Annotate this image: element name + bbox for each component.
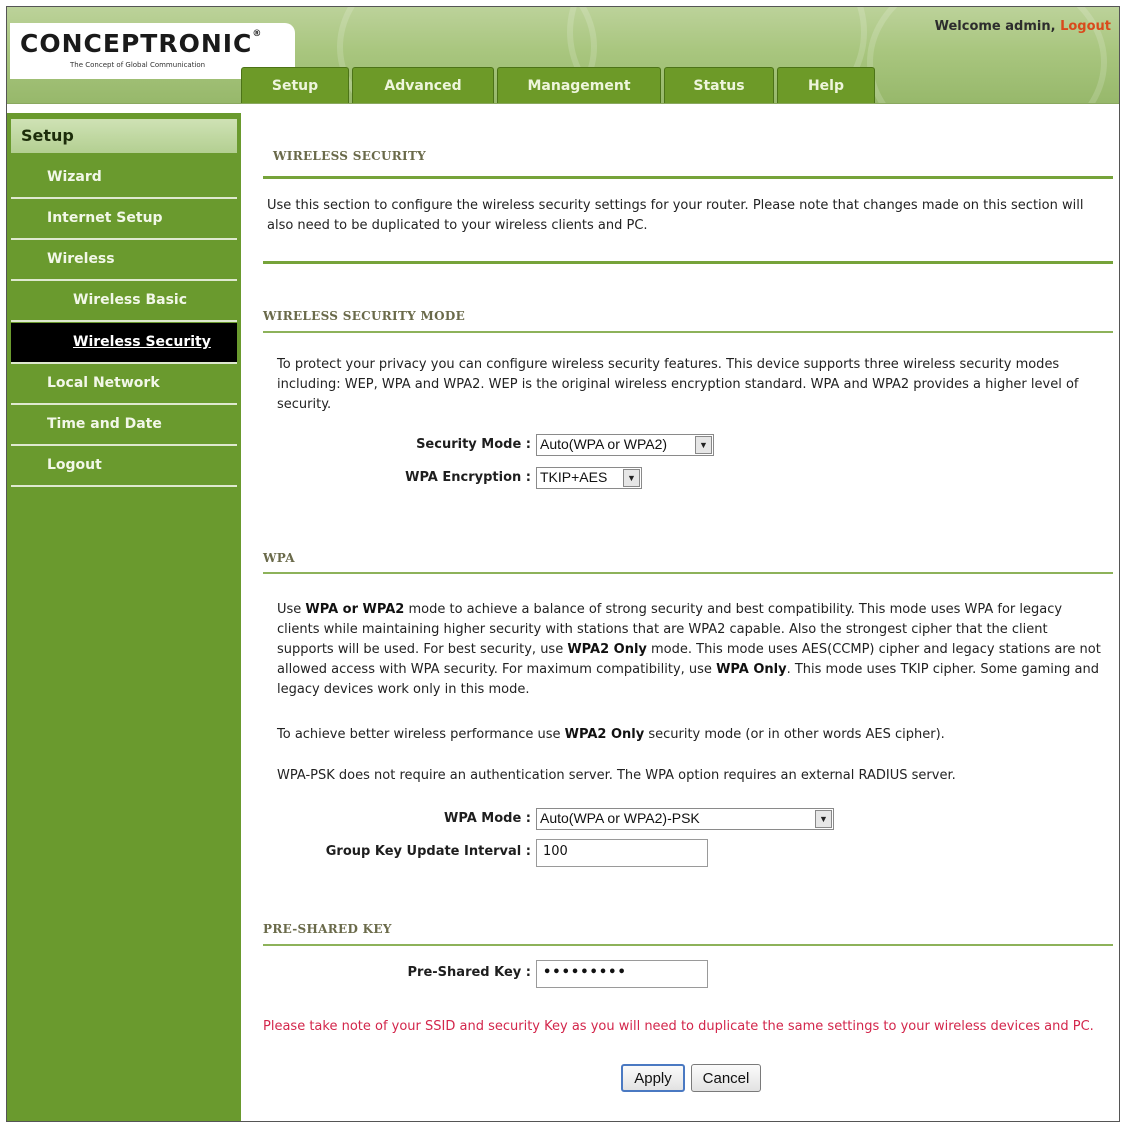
chevron-down-icon: ▼ xyxy=(623,469,640,487)
sidebar-item-wireless[interactable]: Wireless xyxy=(11,240,237,281)
section-title-wpa: WPA xyxy=(263,551,295,565)
wpa-encryption-select[interactable] xyxy=(536,467,642,489)
wpa-psk-text: WPA-PSK does not require an authentication server. The WPA option requires an external RADIUS server. xyxy=(277,768,956,783)
sidebar xyxy=(7,113,241,1122)
divider xyxy=(263,261,1113,264)
page-title: WIRELESS SECURITY xyxy=(273,149,427,163)
sidebar-item-wireless-basic[interactable]: Wireless Basic xyxy=(11,281,237,322)
section-title-security-mode: WIRELESS SECURITY MODE xyxy=(263,309,466,323)
pre-shared-key-label: Pre-Shared Key : xyxy=(407,965,531,980)
intro-text: Use this section to configure the wireless security settings for your router. Please note that changes made on this section will also need to be duplicated to your wireless clients and PC. xyxy=(267,198,1084,233)
security-mode-select[interactable] xyxy=(536,434,714,456)
main-tabs xyxy=(241,67,875,103)
text-run: . This mode uses TKIP cipher. Some gaming and legacy devices work only in this mode. xyxy=(277,662,1099,697)
logo-tagline: The Concept of Global Communication xyxy=(70,61,206,69)
sidebar-item-wireless-security[interactable]: Wireless Security xyxy=(11,323,237,364)
text-run: mode to achieve a balance of strong security and best compatibility. This mode uses WPA for legacy clients while maintaining higher security with stations that are WPA2 capable. Also the strongest cipher that the client supports will be used. For best security, use xyxy=(277,602,1063,657)
router-admin-page xyxy=(6,6,1120,1122)
cancel-button[interactable]: Cancel xyxy=(691,1064,761,1092)
security-mode-value: Auto(WPA or WPA2) xyxy=(540,436,668,452)
wpa-performance-text xyxy=(277,725,1103,745)
emphasis-text: WPA2 Only xyxy=(564,727,645,742)
divider xyxy=(263,572,1113,574)
divider xyxy=(263,176,1113,179)
sidebar-item-local-network[interactable]: Local Network xyxy=(11,364,237,405)
tab-status[interactable]: Status xyxy=(664,67,774,103)
text-run: mode. This mode uses AES(CCMP) cipher and legacy stations are not allowed access with WPA security. For maximum compatibility, use xyxy=(277,642,1101,677)
sidebar-item-logout[interactable]: Logout xyxy=(11,446,237,487)
welcome-text: Welcome admin, xyxy=(934,19,1056,34)
wpa-mode-value: Auto(WPA or WPA2)-PSK xyxy=(540,810,700,826)
group-key-interval-input[interactable]: 100 xyxy=(536,839,708,867)
group-key-interval-label: Group Key Update Interval : xyxy=(325,844,531,859)
chevron-down-icon: ▼ xyxy=(815,810,832,828)
tab-setup[interactable]: Setup xyxy=(241,67,349,103)
welcome-message xyxy=(935,19,1111,34)
divider xyxy=(263,331,1113,333)
logo-text: CONCEPTRONIC xyxy=(20,29,253,58)
text-run: security mode (or in other words AES cipher). xyxy=(644,727,945,742)
section-title-pre-shared-key: PRE-SHARED KEY xyxy=(263,922,392,936)
security-mode-description: To protect your privacy you can configure wireless security features. This device supports three wireless security modes including: WEP, WPA and WPA2. WEP is the original wireless encryption standard. WPA and WPA2 provides a higher level of security. xyxy=(277,357,1079,412)
chevron-down-icon: ▼ xyxy=(695,436,712,454)
text-run: Use xyxy=(277,602,306,617)
tab-management[interactable]: Management xyxy=(497,67,661,103)
sidebar-item-wizard[interactable]: Wizard xyxy=(11,158,237,199)
wpa-mode-label: WPA Mode : xyxy=(444,811,531,826)
emphasis-text: WPA2 Only xyxy=(567,642,647,657)
text-run: To achieve better wireless performance use xyxy=(277,727,565,742)
header-logout-link[interactable]: Logout xyxy=(1060,19,1111,34)
security-mode-label: Security Mode : xyxy=(416,437,531,452)
wpa-description xyxy=(277,600,1103,700)
tab-help[interactable]: Help xyxy=(777,67,875,103)
emphasis-text: WPA or WPA2 xyxy=(305,602,405,617)
wpa-encryption-label: WPA Encryption : xyxy=(405,470,531,485)
divider xyxy=(263,944,1113,946)
emphasis-text: WPA Only xyxy=(716,662,787,677)
tab-advanced[interactable]: Advanced xyxy=(352,67,494,103)
sidebar-item-time-and-date[interactable]: Time and Date xyxy=(11,405,237,446)
logo-trademark: ® xyxy=(252,29,263,39)
pre-shared-key-input[interactable]: ••••••••• xyxy=(536,960,708,988)
wpa-encryption-value: TKIP+AES xyxy=(540,469,608,485)
sidebar-item-internet-setup[interactable]: Internet Setup xyxy=(11,199,237,240)
settings-warning-note: Please take note of your SSID and security Key as you will need to duplicate the same settings to your wireless devices and PC. xyxy=(263,1019,1094,1034)
sidebar-title: Setup xyxy=(11,119,237,153)
wpa-mode-select[interactable] xyxy=(536,808,834,830)
header-divider xyxy=(7,103,1119,113)
page-header xyxy=(7,7,1119,103)
main-content xyxy=(251,115,1119,1119)
apply-button[interactable]: Apply xyxy=(621,1064,685,1092)
